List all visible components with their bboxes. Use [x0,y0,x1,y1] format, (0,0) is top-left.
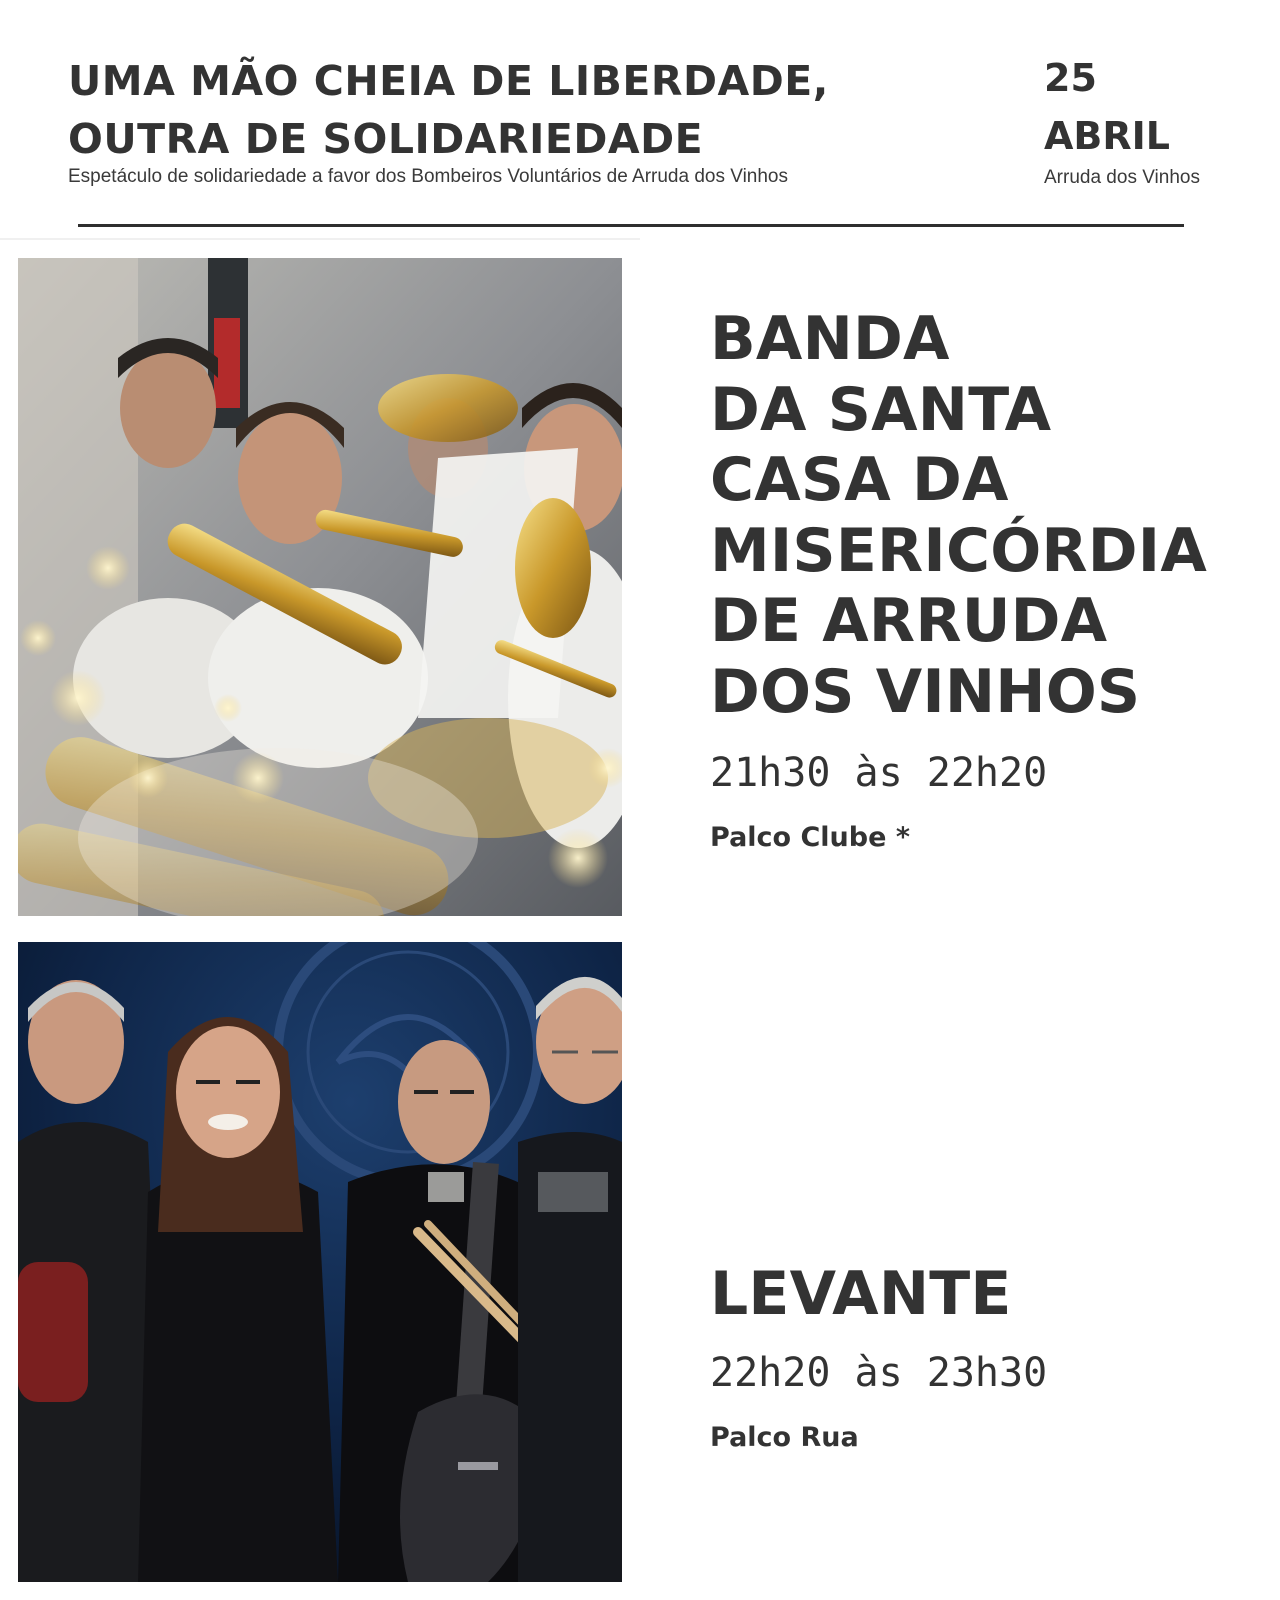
event-title-line-2: OUTRA DE SOLIDARIEDADE [68,115,704,163]
event-1-name-line: BANDA [710,304,950,374]
date-day: 25 [1044,56,1097,100]
event-2-stage: Palco Rua [710,1422,859,1453]
event-2-name [710,1259,1270,1330]
event-2-time: 22h20 às 23h30 [710,1350,1048,1396]
band-group-illustration [18,942,622,1582]
event-1-name-line: DOS VINHOS [710,656,1141,727]
event-subtitle: Espetáculo de solidariedade a favor dos Bombeiros Voluntários de Arruda dos Vinhos [68,166,788,187]
band-group-photo [18,942,622,1582]
photo-panel-edge [0,238,640,240]
date-place: Arruda dos Vinhos [1044,167,1200,188]
event-title [68,52,968,168]
event-1-name [710,304,1270,727]
event-1-time: 21h30 às 22h20 [710,750,1048,796]
date-block [1044,52,1200,189]
brass-band-illustration [18,258,622,916]
header-divider [78,224,1184,227]
event-1-stage: Palco Clube * [710,822,910,853]
event-1-name-line: MISERICÓRDIA [710,515,1207,586]
date-month: ABRIL [1044,114,1170,158]
event-1-name-line: DE ARRUDA [710,586,1108,656]
event-title-line-1: UMA MÃO CHEIA DE LIBERDADE, [68,57,829,105]
event-2-name-line: LEVANTE [710,1259,1012,1329]
brass-band-photo [18,258,622,916]
event-1-name-line: CASA DA [710,445,1009,515]
event-1-name-line: DA SANTA [710,374,1052,445]
